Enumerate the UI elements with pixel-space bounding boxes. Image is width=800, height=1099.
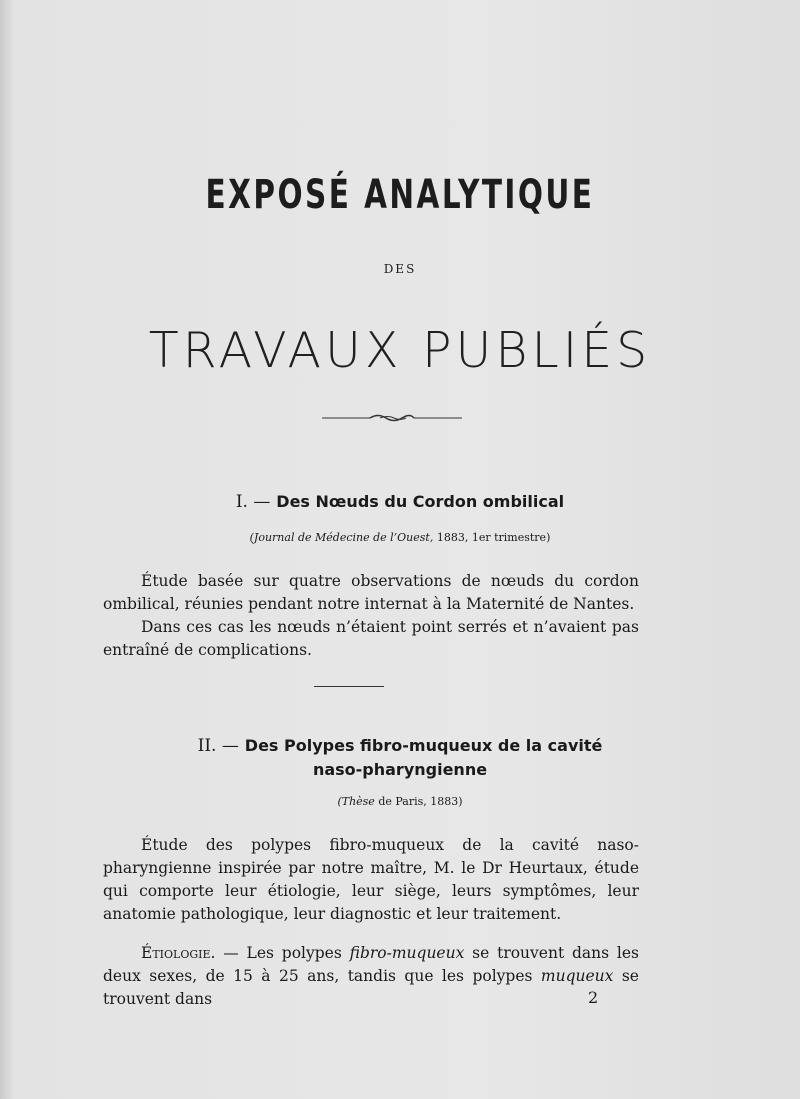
section-2-etiologie-paragraph — [103, 942, 639, 1011]
etiologie-text-3: se trouvent dans — [103, 967, 639, 1008]
section-2-paragraph-1: Étude des polypes fibro-muqueux de la cavité naso-pharyngienne inspirée par notre maître, M. le Dr Heurtaux, étude qui comporte leur étiologie, leur siège, leurs symptômes, leur anatomie pathologique, leur diagnostic et leur traitement. — [103, 836, 639, 923]
title-travaux-publies: TRAVAUX PUBLIÉS — [148, 322, 652, 379]
section-1-paragraph-2: Dans ces cas les nœuds n’étaient point serrés et n’avaient pas entraîné de complications. — [103, 618, 639, 659]
section-2-heading — [90, 734, 710, 782]
etiologie-text-1: Les polypes — [246, 944, 342, 962]
section-1-heading — [90, 490, 710, 514]
section-2-title-line-2: naso-pharyngienne — [312, 760, 488, 779]
etiologie-text-2: se trouvent dans les deux sexes, de 15 à 25 ans, tandis que les polypes — [103, 944, 639, 985]
section-divider-rule — [314, 686, 384, 687]
section-1-paragraph-1: Étude basée sur quatre observations de nœuds du cordon ombilical, réunies pendant notre internat à la Maternité de Nantes. — [103, 572, 639, 613]
section-2-source-rest: de Paris, 1883) — [378, 795, 463, 808]
etiologie-italic-1: fibro-muqueux — [349, 944, 465, 962]
section-2-title-line-1: Des Polypes fibro-muqueux de la cavité — [244, 736, 603, 755]
section-1-title: Des Nœuds du Cordon ombilical — [276, 492, 565, 511]
section-1-source — [0, 531, 800, 544]
etiologie-italic-2: muqueux — [540, 967, 614, 985]
title-expose-analytique: EXPOSÉ ANALYTIQUE — [205, 172, 595, 218]
section-2-number: II. — — [197, 736, 239, 756]
section-1-source-rest: 1883, 1er trimestre) — [436, 531, 551, 544]
title-des: DES — [383, 262, 417, 276]
page-number: 2 — [588, 988, 599, 1007]
section-2-source — [0, 795, 800, 808]
section-2-source-these: (Thèse — [337, 795, 375, 808]
section-1-number: I. — — [235, 492, 271, 512]
ornament-divider — [322, 413, 462, 423]
etiologie-label: Étiologie. — — [141, 944, 239, 962]
section-1-source-journal: (Journal de Médecine de l’Ouest, — [249, 531, 434, 544]
